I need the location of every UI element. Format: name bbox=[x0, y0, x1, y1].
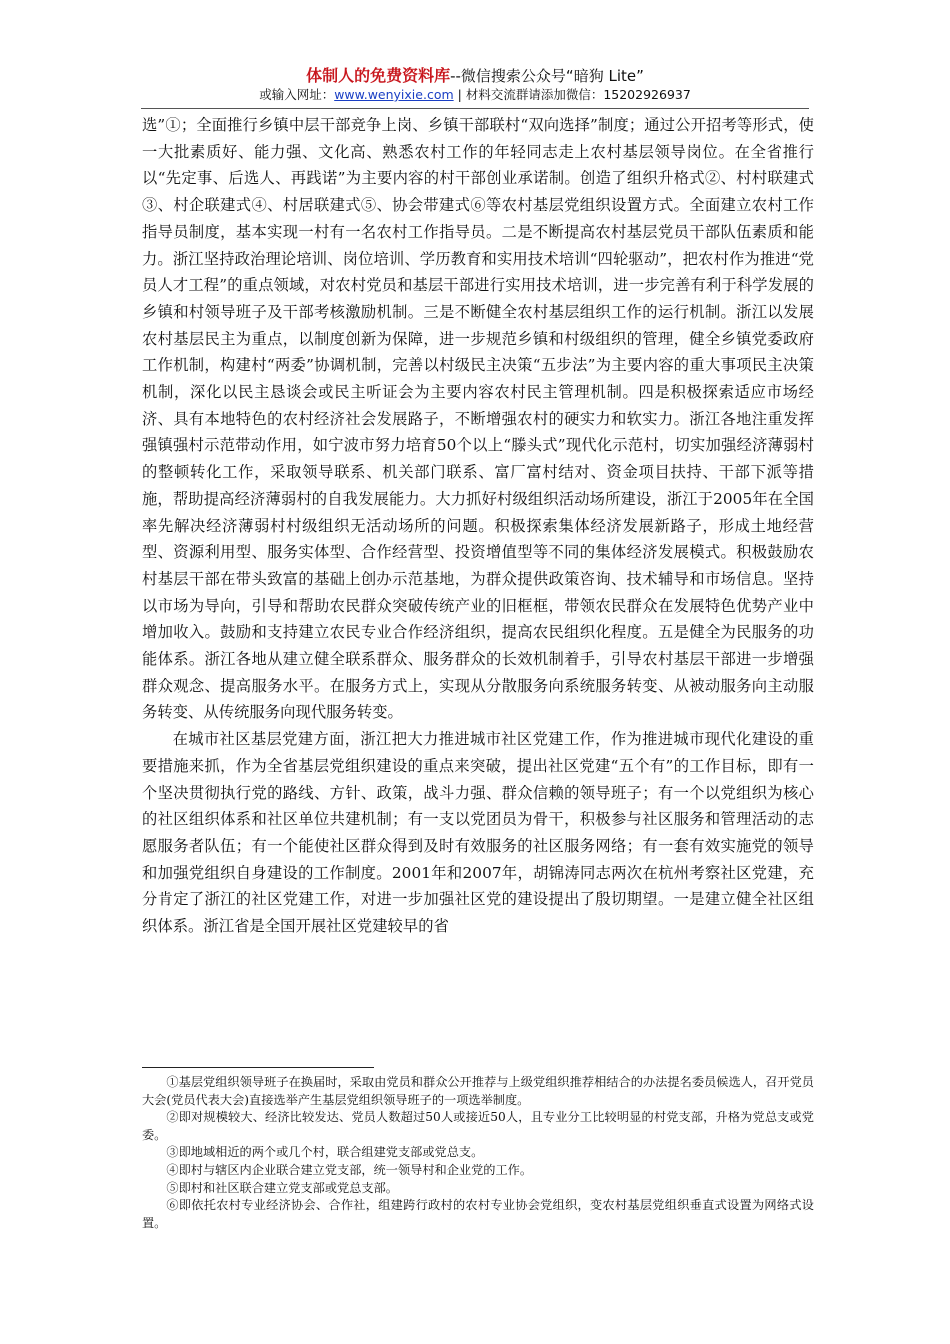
footnote-6: ⑥即依托农村专业经济协会、合作社，组建跨行政村的农村专业协会党组织，变农村基层党组织垂直式设置为网络式设置。 bbox=[142, 1198, 814, 1230]
site-link[interactable]: www.wenyixie.com bbox=[334, 87, 454, 102]
tagline: --微信搜索公众号“暗狗 Lite” bbox=[450, 67, 644, 85]
contact-info: 材料交流群请添加微信：15202926937 bbox=[465, 87, 691, 102]
site-label: 或输入网址： bbox=[259, 87, 335, 102]
header-divider bbox=[141, 108, 809, 109]
footnotes bbox=[142, 1074, 814, 1232]
footnote-2: ②即对规模较大、经济比较发达、党员人数超过50人或接近50人，且专业分工比较明显的村党支部，升格为党总支或党委。 bbox=[142, 1110, 814, 1142]
header-line-2 bbox=[140, 86, 810, 104]
paragraph-2: 在城市社区基层党建方面，浙江把大力推进城市社区党建工作，作为推进城市现代化建设的重要措施来抓，作为全省基层党组织建设的重点来突破，提出社区党建“五个有”的工作目标，即有一个坚决贯彻执行党的路线、方针、政策，战斗力强、群众信赖的领导班子；有一个以党组织为核心的社区组织体系和社区单位共建机制；有一支以党团员为骨干，积极参与社区服务和管理活动的志愿服务者队伍；有一个能使社区群众得到及时有效服务的社区服务网络；有一套有效实施党的领导和加强党组织自身建设的工作制度。2001年和2007年，胡锦涛同志两次在杭州考察社区党建，充分肯定了浙江的社区党建工作，对进一步加强社区党的建设提出了殷切期望。一是建立健全社区组织体系。浙江省是全国开展社区党建较早的省 bbox=[142, 730, 814, 936]
footnote-5: ⑤即村和社区联合建立党支部或党总支部。 bbox=[166, 1180, 398, 1195]
main-text bbox=[142, 112, 814, 940]
header-line-1 bbox=[140, 66, 810, 86]
footnote-divider bbox=[142, 1067, 374, 1068]
paragraph-1: 选”①；全面推行乡镇中层干部竞争上岗、乡镇干部联村“双向选择”制度；通过公开招考等形式，使一大批素质好、能力强、文化高、熟悉农村工作的年轻同志走上农村基层领导岗位。在全省推行以“先定事、后选人、再践诺”为主要内容的村干部创业承诺制。创造了组织升格式②、村村联建式③、村企联建式④、村居联建式⑤、协会带建式⑥等农村基层党组织设置方式。全面建立农村工作指导员制度，基本实现一村有一名农村工作指导员。二是不断提高农村基层党员干部队伍素质和能力。浙江坚持政治理论培训、岗位培训、学历教育和实用技术培训“四轮驱动”，把农村作为推进“党员人才工程”的重点领域，对农村党员和基层干部进行实用技术培训，进一步完善有利于科学发展的乡镇和村领导班子及干部考核激励机制。三是不断健全农村基层组织工作的运行机制。浙江以发展农村基层民主为重点，以制度创新为保障，进一步规范乡镇和村级组织的管理，健全乡镇党委政府工作机制，构建村“两委”协调机制，完善以村级民主决策“五步法”为主要内容的重大事项民主决策机制，深化以民主恳谈会或民主听证会为主要内容农村民主管理机制。四是积极探索适应市场经济、具有本地特色的农村经济社会发展路子，不断增强农村的硬实力和软实力。浙江各地注重发挥强镇强村示范带动作用，如宁波市努力培育50个以上“滕头式”现代化示范村，切实加强经济薄弱村的整顿转化工作，采取领导联系、机关部门联系、富厂富村结对、资金项目扶持、干部下派等措施，帮助提高经济薄弱村的自我发展能力。大力抓好村级组织活动场所建设，浙江于2005年在全国率先解决经济薄弱村村级组织无活动场所的问题。积极探索集体经济发展新路子，形成土地经营型、资源利用型、服务实体型、合作经营型、投资增值型等不同的集体经济发展模式。积极鼓励农村基层干部在带头致富的基础上创办示范基地，为群众提供政策咨询、技术辅导和市场信息。坚持以市场为导向，引导和帮助农民群众突破传统产业的旧框框，带领农民群众在发展特色优势产业中增加收入。鼓励和支持建立农民专业合作经济组织，提高农民组织化程度。五是健全为民服务的功能体系。浙江各地从建立健全联系群众、服务群众的长效机制着手，引导农村基层干部进一步增强群众观念、提高服务水平。在服务方式上，实现从分散服务向系统服务转变、从被动服务向主动服务转变、从传统服务向现代服务转变。 bbox=[142, 116, 814, 722]
footnote-3: ③即地域相近的两个或几个村，联合组建党支部或党总支。 bbox=[166, 1145, 484, 1160]
brand-title: 体制人的免费资料库 bbox=[306, 66, 451, 85]
footnote-1: ①基层党组织领导班子在换届时，采取由党员和群众公开推荐与上级党组织推荐相结合的办法提名委员候选人，召开党员大会(党员代表大会)直接选举产生基层党组织领导班子的一项选举制度。 bbox=[142, 1075, 814, 1107]
page-header bbox=[140, 66, 810, 104]
header-separator: | bbox=[457, 87, 462, 102]
footnote-4: ④即村与辖区内企业联合建立党支部，统一领导村和企业党的工作。 bbox=[166, 1162, 533, 1177]
